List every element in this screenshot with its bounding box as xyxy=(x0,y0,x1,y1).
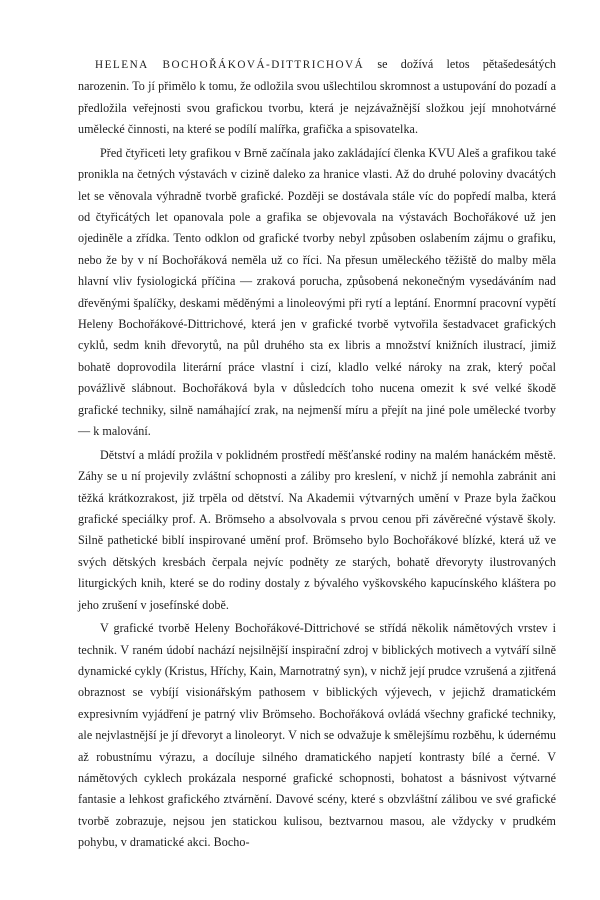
paragraph-4: V grafické tvorbě Heleny Bochořákové-Dittrichové se střídá několik námětových vrstev i technik. V raném údobí nachází nejsilnější inspirační zdroj v biblických motivech a vytváří silně dynamické cykly (Kristus, Hříchy, Kain, Marnotratný syn), v nichž její prudce vzrušená a zjitřená obraznost se vybíjí visionářským pathosem v biblických výjevech, v jejichž dramatickém expresivním vyjádření je patrný vliv Brömseho. Bochořáková ovládá všechny grafické techniky, ale nejvlastnější je jí dřevoryt a linoleoryt. V nich se odvažuje k smělejšímu rozběhu, k údernému až robustnímu výrazu, a docíluje silného dramatického napjetí kontrasty bílé a černé. V námětových cyklech prokázala nesporné grafické schopnosti, bohatost a básnivost výtvarné fantasie a lehkost grafického ztvárnění. Davové scény, které s obzvláštní zálibou ve své grafické tvorbě zobrazuje, nejsou jen statickou kulisou, beztvarnou masou, ale vždycky v prudkém pohybu, v dramatické akci. Bocho- xyxy=(78,621,556,850)
paragraph-1-text: se dožívá letos pětašedesátých narozenin. To jí přimělo k tomu, že odložila svou ušlechtilou skromnost a ustupování do pozadí a předložila veřejnosti svou grafickou tvorbu, která je nejzávažnější složkou její mnohotvárné umělecké činnosti, na které se podílí malířka, grafička a spisovatelka. xyxy=(78,57,556,137)
paragraph-2: Před čtyřiceti lety grafikou v Brně začínala jako zakládající členka KVU Aleš a grafikou také pronikla na četných výstavách v cizině daleko za hranice vlasti. Až do druhé poloviny dvacátých let se věnovala výhradně tvorbě grafické. Později se dostávala stále víc do popředí malba, která od čtyřicátých let opanovala pole a grafika se objevovala na výstavách Bochořákové už jen ojediněle a zřídka. Tento odklon od grafické tvorby nebyl způsoben oslabením zájmu o grafiku, nebo že by v ní Bochořáková neměla už co říci. Na přesun uměleckého těžiště do malby měla hlavní vliv fysiologická příčina — zraková porucha, způsobená nekonečným vysedáváním nad dřevěnými špalíčky, deskami měděnými a linoleovými při rytí a leptání. Enormní pracovní vypětí Heleny Bochořákové-Dittrichové, která jen v grafické tvorbě vytvořila šestadvacet grafických cyklů, sedm knih dřevorytů, na půl druhého sta ex libris a množství knižních ilustrací, jimiž bohatě doprovodila literární práce vlastní i cizí, kladlo velké nároky na zrak, který počal povážlivě slábnout. Bochořáková byla v důsledcích toho nucena omezit k své velké škodě grafické techniky, silně namáhající zrak, na nejmenší míru a přejít na jiné pole umělecké tvorby — k malování. xyxy=(78,145,556,439)
body-text xyxy=(78,54,556,856)
paragraph-3: Dětství a mládí prožila v poklidném prostředí měšťanské rodiny na malém hanáckém městě. Záhy se u ní projevily zvláštní schopnosti a záliby pro kreslení, v nichž jí nemohla zabránit ani těžká krátkozrakost, již trpěla od dětství. Na Akademii výtvarných umění v Praze byla žačkou grafické speciálky prof. A. Brömseho a absolvovala s prvou cenou při závěrečné výstavě školy. Silně pathetické biblí inspirované umění prof. Brömseho bylo Bochořákové blízké, která už ve svých dětských kresbách čerpala nejvíc podněty ze starých, bohatě dřevoryty ilustrovaných liturgických knih, které se do rodiny dostaly z bývalého vyškovského kapucínského kláštera po jeho zrušení v josefínské době. xyxy=(78,447,556,612)
paragraph-1 xyxy=(78,54,556,141)
author-name: HELENA BOCHOŘÁKOVÁ-DITTRICHOVÁ xyxy=(95,59,365,71)
